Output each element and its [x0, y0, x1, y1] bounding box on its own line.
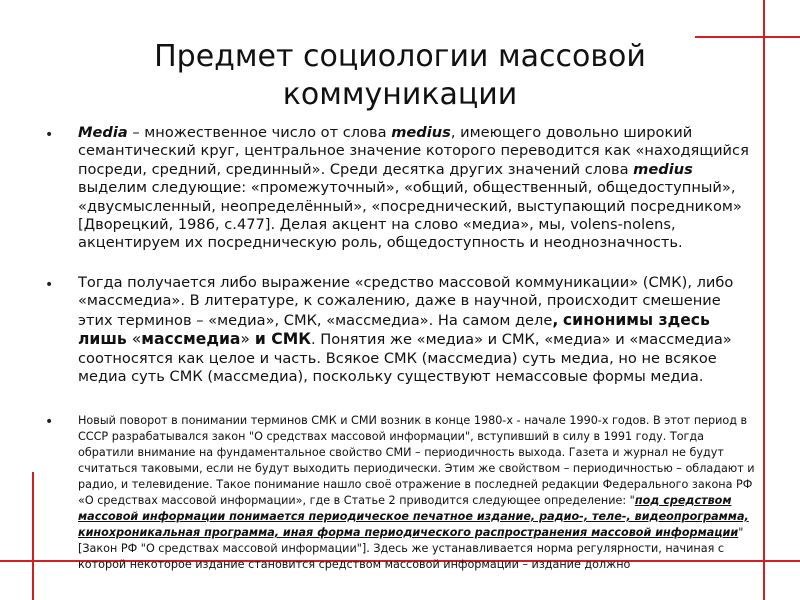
term-media: Media	[78, 124, 128, 141]
text: выделим следующие: «промежуточный», «общий, общественный, общедоступный», «двусмысленный, неопределённый», «посреднический, выступающий посредником» [Дворецкий, 1986, с.477]. Делая акцент на слово «медиа», мы, volens-nolens, акцентируем их посредническую роль, общедоступность и неоднозначность.	[78, 179, 742, 252]
decor-line-vertical-right	[763, 0, 765, 600]
text: »	[240, 330, 255, 349]
slide-title	[100, 38, 700, 114]
emphasis-massmedia: массмедиа	[141, 330, 241, 349]
text: Новый поворот в понимании терминов СМК и СМИ возник в конце 1980-х - начале 1990-х годов. В этот период в СССР разрабатывался закон "О средствах массовой информации", вступивший в силу в 1991 году. Тогда обратили внимание на фундаментальное свойство СМИ – периодичность выхода. Газета и журнал не будут считаться таковыми, если не будут выходить периодически. Этим же свойством – периодичностью – обладают и радио, и телевидение. Такое понимание нашло своё отражение в последней редакции Федерального закона РФ «О средствах массовой информации», где в Статье 2 приводится следующее определение: "	[78, 414, 755, 507]
title-line-2: коммуникации	[282, 77, 518, 112]
text: «	[126, 330, 142, 349]
term-medius: medius	[633, 160, 693, 178]
bullet-2: •	[45, 277, 54, 293]
bullet-3: •	[45, 414, 54, 430]
law-definition-quote: под средством массовой информации понимается периодическое печатное издание, радио-, теле-, видеопрограмма, кинохроникальная программа, иная форма периодического распространения массовой информации	[78, 494, 749, 539]
text: ,	[552, 310, 559, 329]
term-medius: medius	[391, 124, 451, 141]
decor-line-vertical-left	[32, 472, 34, 600]
text: Тогда получается либо выражение «средство массовой коммуникации» (СМК), либо «массмедиа». В литературе, к сожалению, даже в научной, происходит смешение этих терминов – «медиа», СМК, «массмедиа». На самом деле	[78, 274, 734, 329]
text: . Понятия же «медиа» и СМК, «медиа» и «массмедиа» соотносятся как целое и часть. Всякое СМК (массмедиа) суть медиа, но не всякое медиа суть СМК (массмедиа), поскольку существуют немассовые формы медиа.	[78, 331, 732, 386]
paragraph-media-definition	[78, 124, 758, 253]
text: , имеющего довольно широкий семантический круг, центральное значение которого переводится как «находящийся посреди, средний, срединный». Среди десятка других значений слова	[78, 124, 749, 178]
emphasis-smk: и СМК	[254, 330, 311, 349]
decor-line-top-right	[695, 36, 800, 38]
paragraph-law-definition	[78, 413, 758, 573]
emphasis-synonyms: синонимы здесь лишь	[78, 310, 710, 349]
text: " [Закон РФ "О средствах массовой информации"]. Здесь же устанавливается норма регулярности, начиная с которой некоторое издание становится средством массовой информации – издание должно	[78, 526, 744, 571]
paragraph-smk-massmedia	[78, 274, 758, 386]
bullet-1: •	[45, 127, 54, 143]
text: – множественное число от слова	[127, 124, 392, 141]
title-line-1: Предмет социологии массовой	[154, 39, 646, 74]
